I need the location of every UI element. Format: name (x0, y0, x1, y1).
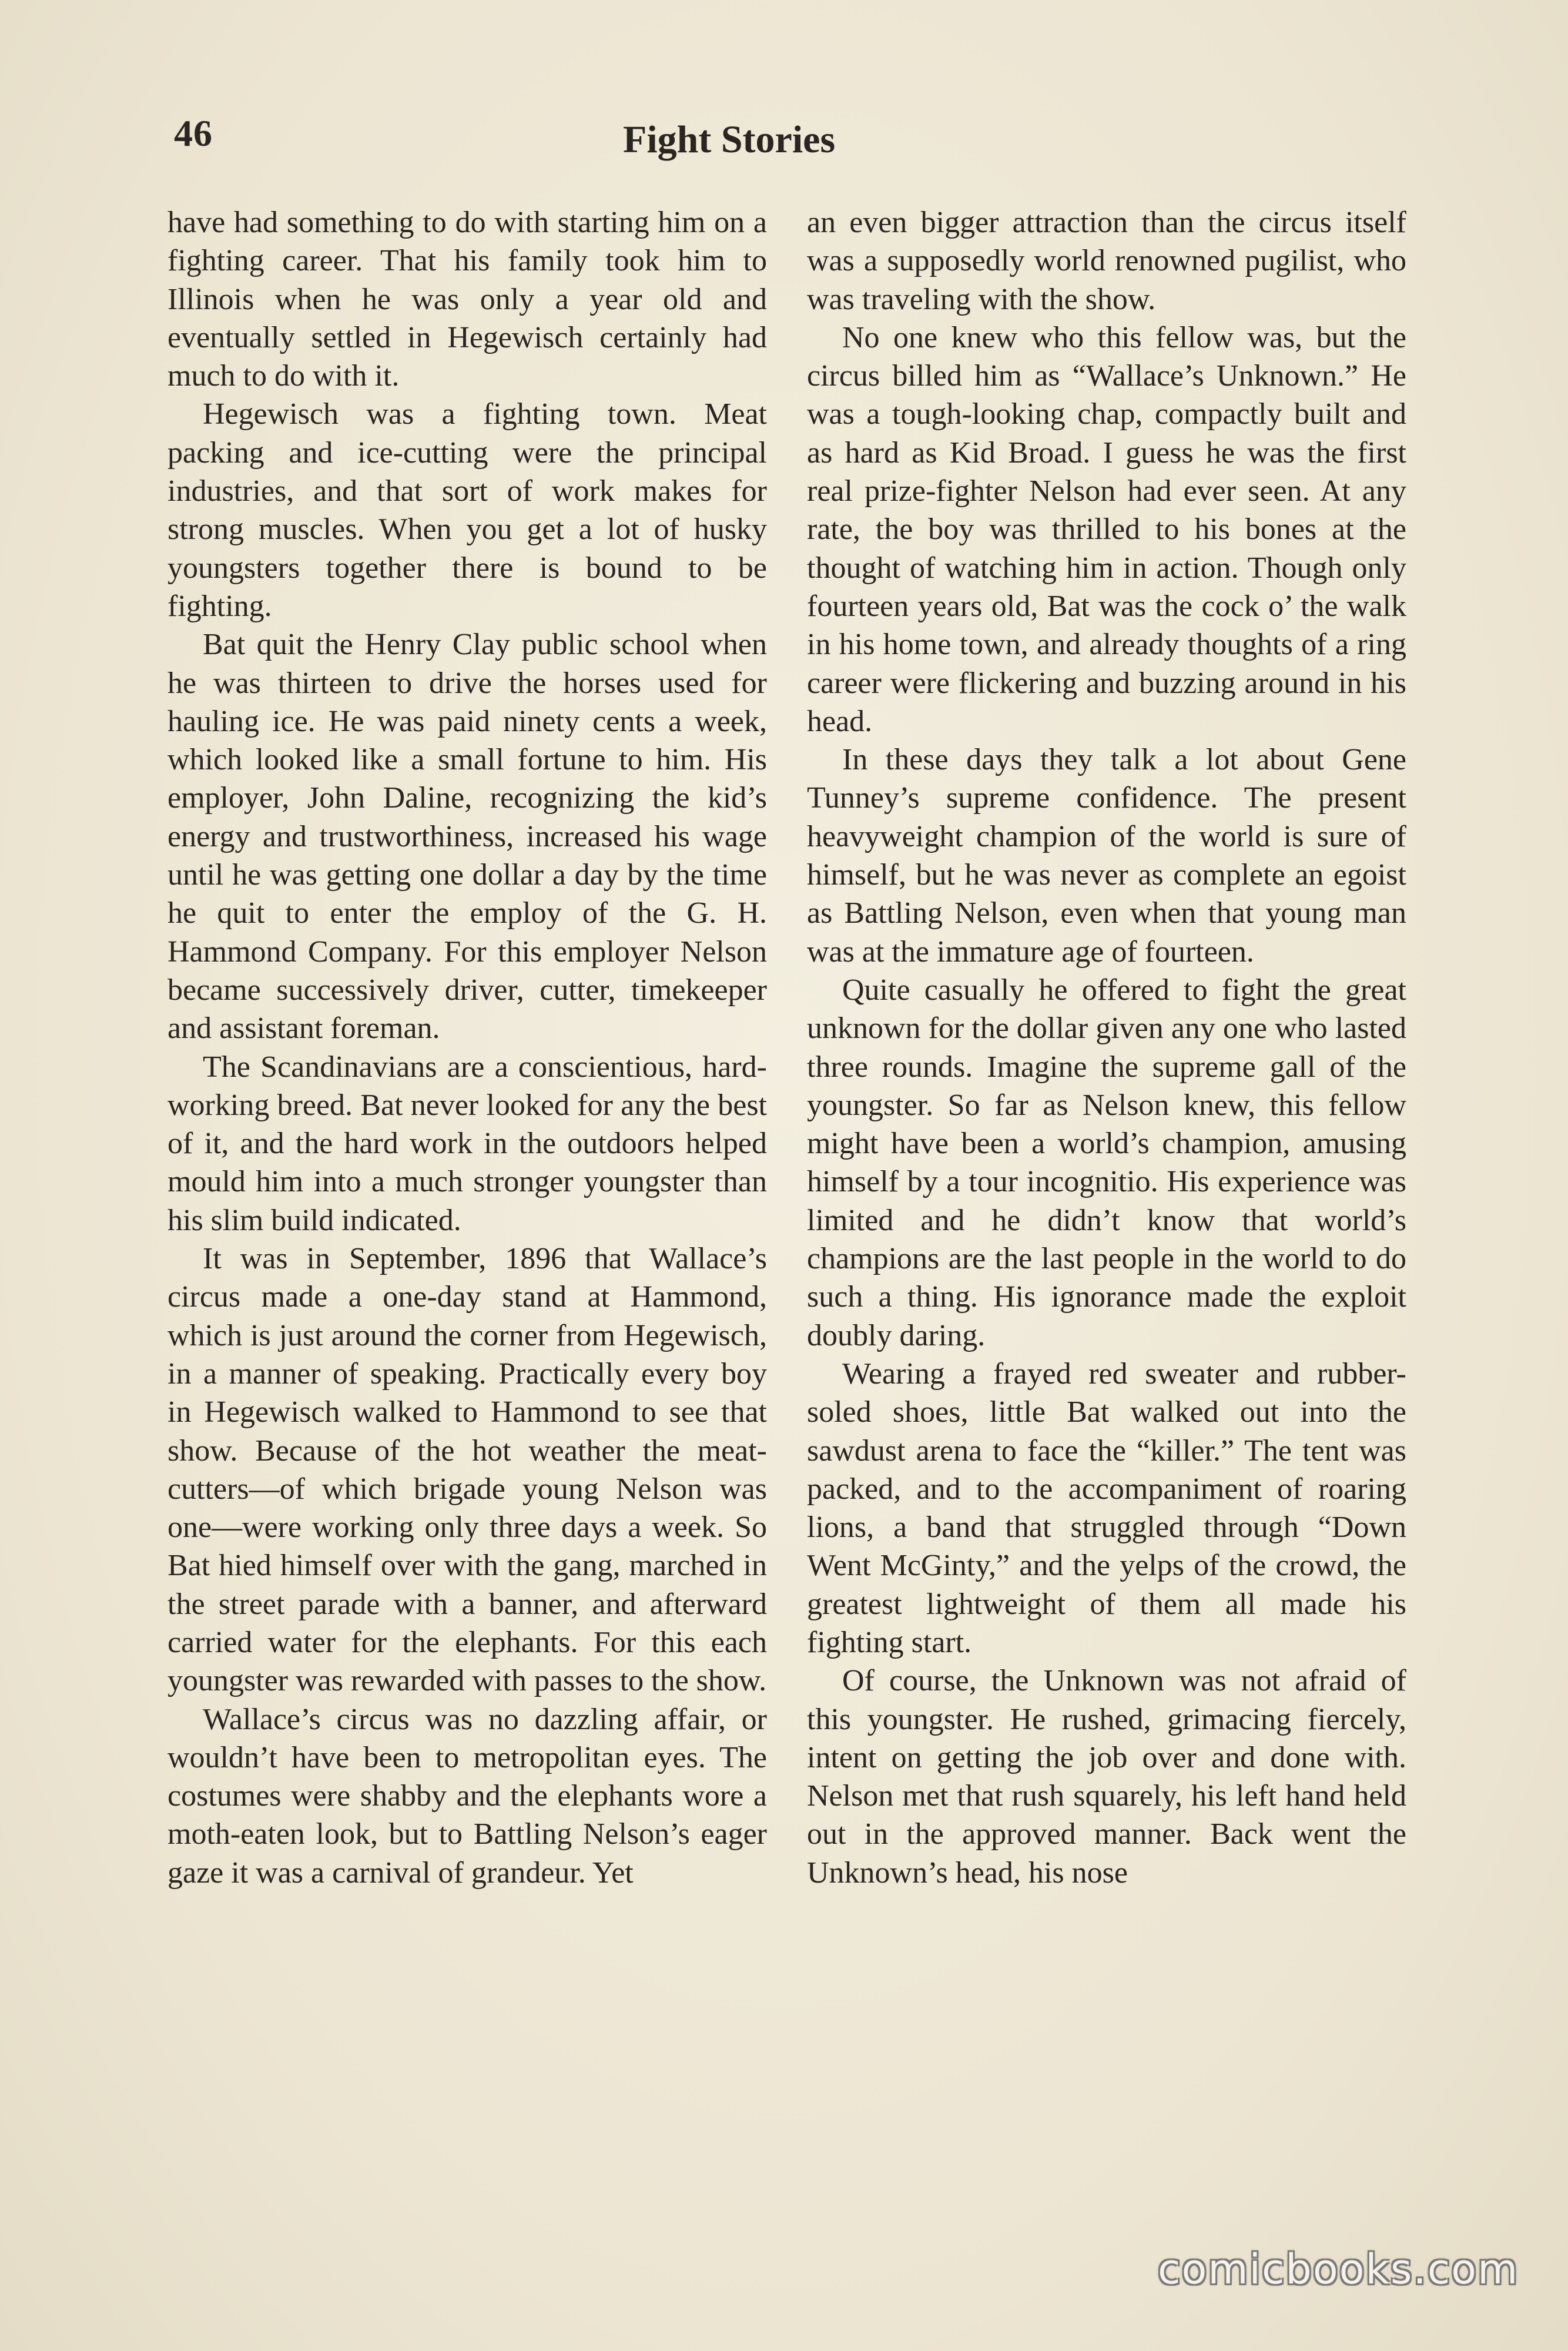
page-number: 46 (174, 112, 213, 154)
running-title: Fight Stories (623, 118, 836, 161)
watermark: comicbooks.com (1158, 2245, 1519, 2293)
paragraph: Wallace’s circus was no dazzling affair, or wouldn’t have been to metropolitan eyes. The costumes were shabby and the elephants wore a moth-eaten look, but to Battling Nelson’s eager gaze it was a carnival of grandeur. Yet (167, 1702, 767, 1890)
paragraph: Bat quit the Henry Clay public school when he was thirteen to drive the horses used for hauling ice. He was paid ninety cents a week, which looked like a small fortune to him. His employer, John Daline, recognizing the kid’s energy and trustworthiness, increased his wage until he was getting one dollar a day by the time he quit to enter the employ of the G. H. Hammond Company. For this employer Nelson became successively driver, cutter, timekeeper and assistant foreman. (167, 628, 767, 1046)
paragraph: have had something to do with starting him on a fighting career. That his family took him to Illinois when he was only a year old and eventually settled in Hegewisch certainly had much to do with it. (167, 206, 767, 393)
paragraph: Hegewisch was a fighting town. Meat packing and ice-cutting were the principal industries, and that sort of work makes for strong muscles. When you get a lot of husky youngsters together there is bound to be fighting. (167, 397, 767, 623)
paragraph: It was in September, 1896 that Wallace’s circus made a one-day stand at Hammond, which is just around the corner from Hegewisch, in a manner of speaking. Practically every boy in Hegewisch walked to Hammond to see that show. Because of the hot weather the meat-cutters—of which brigade young Nelson was one—were working only three days a week. So Bat hied himself over with the gang, marched in the street parade with a banner, and afterward carried water for the elephants. For this each youngster was rewarded with passes to the show. (167, 1242, 767, 1698)
right-column (807, 203, 1406, 1892)
paragraph: an even bigger attraction than the circus itself was a supposedly world renowned pugilist, who was traveling with the show. (807, 206, 1406, 316)
paragraph: In these days they talk a lot about Gene Tunney’s supreme confidence. The present heavyweight champion of the world is sure of himself, but he was never as complete an egoist as Battling Nelson, even when that young man was at the immature age of fourteen. (807, 743, 1406, 969)
paragraph: Wearing a frayed red sweater and rubber-soled shoes, little Bat walked out into the sawdust arena to face the “killer.” The tent was packed, and to the accompaniment of roaring lions, a band that struggled through “Down Went McGinty,” and the yelps of the crowd, the greatest lightweight of them all made his fighting start. (807, 1357, 1406, 1659)
left-column (167, 203, 767, 1892)
paragraph: Quite casually he offered to fight the great unknown for the dollar given any one who lasted three rounds. Imagine the supreme gall of the youngster. So far as Nelson knew, this fellow might have been a world’s champion, amusing himself by a tour incognitio. His experience was limited and he didn’t know that world’s champions are the last people in the world to do such a thing. His ignorance made the exploit doubly daring. (807, 973, 1406, 1352)
paragraph: The Scandinavians are a conscientious, hard-working breed. Bat never looked for any the best of it, and the hard work in the outdoors helped mould him into a much stronger youngster than his slim build indicated. (167, 1050, 767, 1237)
paragraph: Of course, the Unknown was not afraid of this youngster. He rushed, grimacing fiercely, intent on getting the job over and done with. Nelson met that rush squarely, his left hand held out in the approved manner. Back went the Unknown’s head, his nose (807, 1664, 1406, 1890)
paragraph: No one knew who this fellow was, but the circus billed him as “Wallace’s Unknown.” He was a tough-looking chap, compactly built and as hard as Kid Broad. I guess he was the first real prize-fighter Nelson had ever seen. At any rate, the boy was thrilled to his bones at the thought of watching him in action. Though only fourteen years old, Bat was the cock o’ the walk in his home town, and already thoughts of a ring career were flickering and buzzing around in his head. (807, 320, 1406, 738)
